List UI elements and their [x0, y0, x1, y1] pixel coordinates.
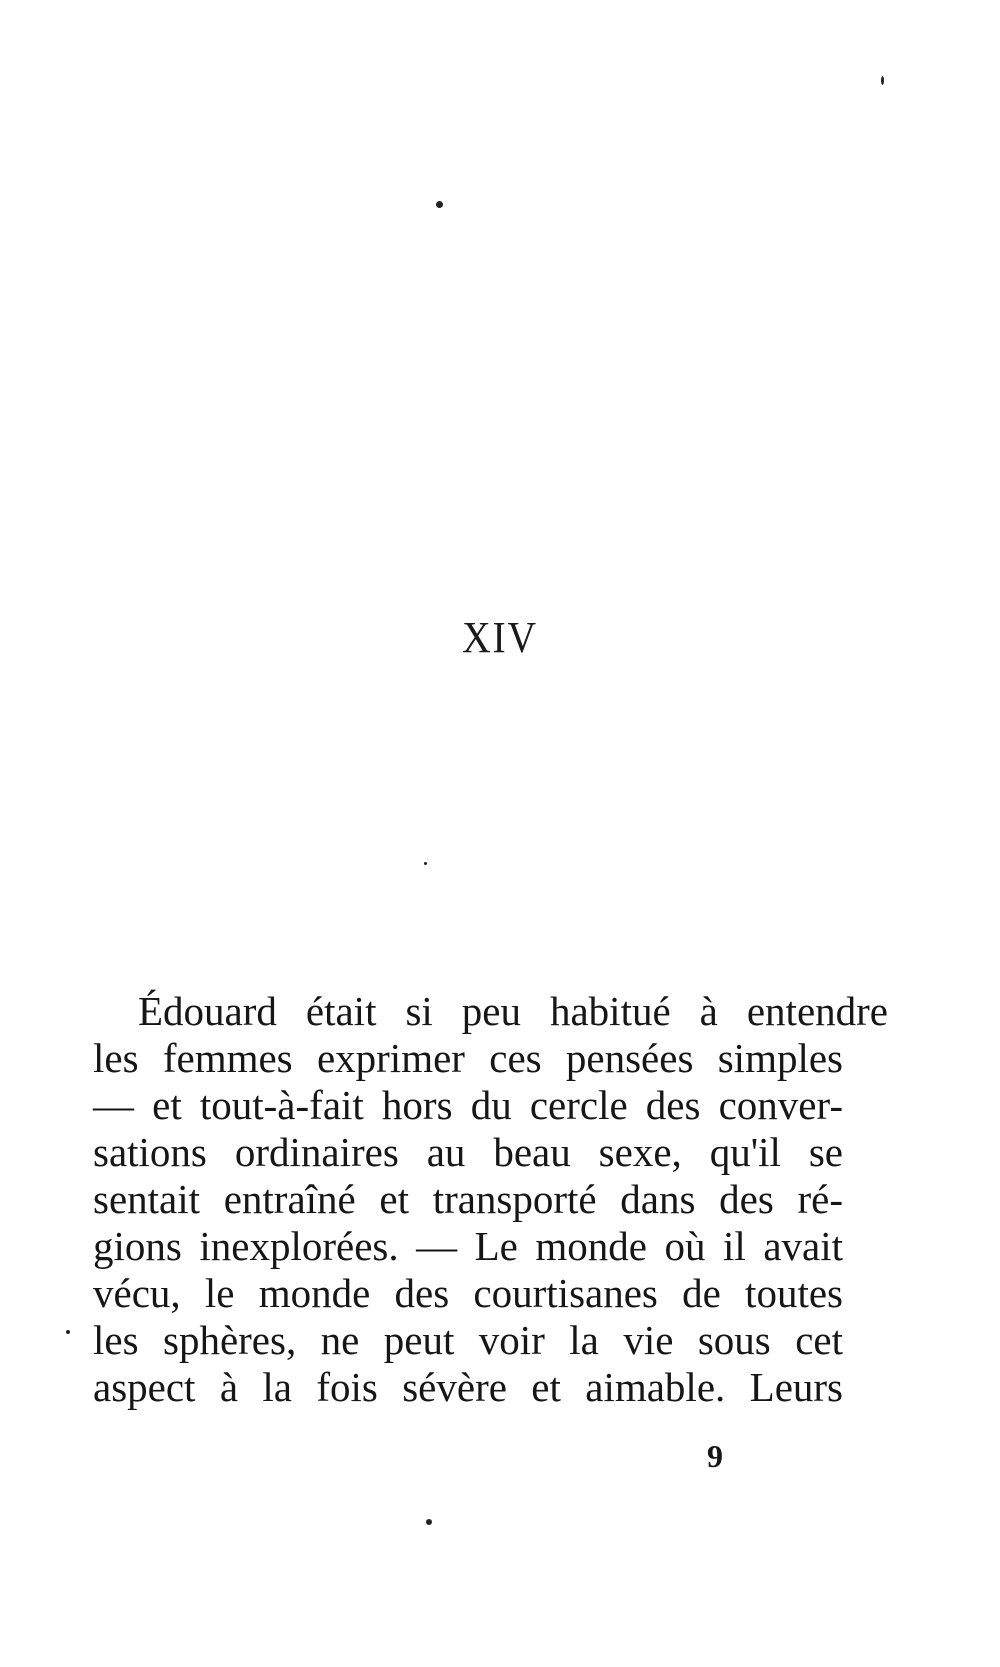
page-number: 9 — [707, 1438, 723, 1474]
scan-speck — [66, 1330, 70, 1334]
scan-speck — [436, 201, 443, 208]
body-text — [93, 988, 888, 1411]
text-line: sations ordinaires au beau sexe, qu'il se — [93, 1129, 843, 1175]
text-line: vécu, le monde des courtisanes de toutes — [93, 1270, 843, 1316]
chapter-heading: XIV — [462, 613, 538, 662]
text-line: gions inexplorées. — Le monde où il avait — [93, 1223, 843, 1269]
text-line: Édouard était si peu habitué à entendre — [138, 988, 888, 1034]
text-line: les sphères, ne peut voir la vie sous cet — [93, 1317, 843, 1363]
text-line: — et tout-à-fait hors du cercle des conver- — [93, 1082, 843, 1128]
scan-speck — [426, 1519, 432, 1525]
text-line: sentait entraîné et transporté dans des ré- — [93, 1176, 843, 1222]
scan-speck — [881, 76, 884, 85]
text-line: les femmes exprimer ces pensées simples — [93, 1035, 843, 1081]
scan-speck — [424, 862, 427, 865]
text-line: aspect à la fois sévère et aimable. Leurs — [93, 1364, 843, 1410]
